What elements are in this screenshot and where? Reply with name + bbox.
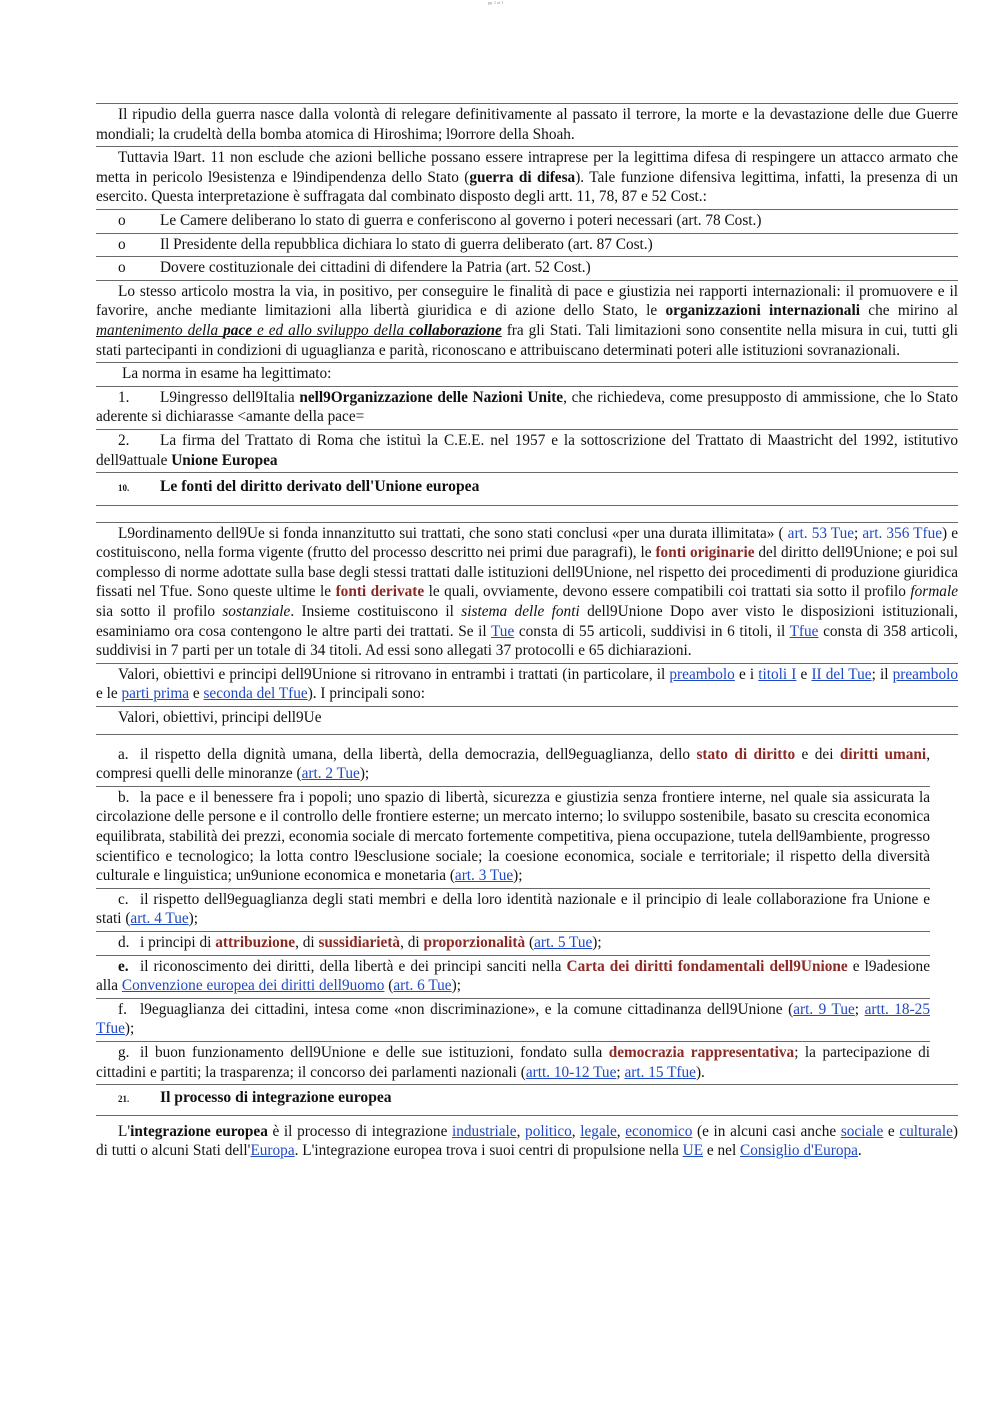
text-run: il rispetto della dignità umana, della libertà, della democrazia, dell9eguaglianza, dello <box>140 745 697 763</box>
text-run: i principi di <box>140 933 216 951</box>
text-run: ); <box>592 933 602 951</box>
link-preambolo-tue[interactable]: preambolo <box>669 665 735 683</box>
link-art-5-tue[interactable]: art. 5 Tue <box>534 933 593 951</box>
text-run: Tuttavia l9art. 11 non esclude che azioni belliche possano essere intraprese per la legittima difesa di respingere un attacco armato che metta in pericolo l9esistenza e l9indipendenza dello Stato ( <box>96 149 958 186</box>
list-item-g <box>96 1041 930 1084</box>
paragraph-valori <box>96 663 958 706</box>
text-run: del diritto dell9Unione; e poi sul complesso di norme adottate sulla base degli stessi trattati dalle istituzioni dell9Unione, nel rispetto dei procedimenti di produzione giuridica fissati nel Tfue. Sono queste ultime le <box>96 544 958 601</box>
term-stato-di-diritto: stato di diritto <box>696 745 796 763</box>
text-run: , compresi quelli delle minoranze ( <box>96 745 931 783</box>
term-carta-dei-diritti: Carta dei diritti fondamentali dell9Unione <box>566 957 848 975</box>
term-democrazia-rappresentativa: democrazia rappresentativa <box>608 1043 795 1061</box>
text-run: le quali, ovviamente, devono essere compatibili coi trattati sia sotto il profilo <box>424 583 911 601</box>
text-run: , di <box>400 933 424 951</box>
term-formale: formale <box>910 583 958 601</box>
list-item-e <box>96 955 930 998</box>
link-legale[interactable]: legale <box>580 1122 617 1140</box>
text-run: ; <box>854 524 863 542</box>
term-sussidiarieta: sussidiarietà <box>318 933 401 951</box>
text-run: ; il <box>871 665 893 683</box>
text-run: ). <box>695 1063 705 1081</box>
text-run: ( <box>384 977 394 995</box>
text-run: , <box>516 1122 526 1140</box>
text-run: . <box>857 1142 862 1160</box>
text-run: e ed allo sviluppo della <box>252 321 410 339</box>
text-run: , che richiedeva, come presupposto di ammissione, che lo Stato aderente si dichiarasse <amante della pace= <box>96 388 959 426</box>
text-run: e <box>189 685 204 703</box>
section-heading-21 <box>96 1084 958 1116</box>
bullet-item <box>96 209 958 233</box>
link-parti-prima[interactable]: parti prima <box>121 685 190 703</box>
text-run: sia sotto il profilo <box>96 603 223 621</box>
term-integrazione-europea: integrazione europea <box>130 1122 268 1140</box>
link-artt-18-25-tfue[interactable]: artt. 18-25 Tfue <box>96 1000 930 1038</box>
item-letter: a. <box>118 745 129 763</box>
link-artt-10-12-tue[interactable]: artt. 10-12 Tue <box>525 1063 617 1081</box>
text-run: e <box>883 1122 900 1140</box>
link-titoli-i[interactable]: titoli I <box>758 665 797 683</box>
link-industriale[interactable]: industriale <box>452 1122 517 1140</box>
text-run: consta di 55 articoli, suddivisi in 6 titoli, il <box>514 622 790 640</box>
text-run: e nel <box>703 1142 741 1160</box>
numbered-item-1 <box>96 386 958 429</box>
term-fonti-derivate: fonti derivate <box>335 583 425 601</box>
link-art-15-tfue[interactable]: art. 15 Tfue <box>624 1063 696 1081</box>
link-economico[interactable]: economico <box>625 1122 693 1140</box>
text-run: . Insieme costituiscono il <box>290 603 462 621</box>
text-run: consta di 358 articoli, suddivisi in 7 parti per un totale di 34 titoli. Ad essi sono allegati 37 protocolli e 65 dichiarazioni. <box>96 622 959 660</box>
item-letter: e. <box>118 957 129 975</box>
text-run: ); <box>513 867 523 885</box>
list-item-c <box>96 888 930 931</box>
text-run: ). Tale funzione difensiva legittima, infatti, la presenza di un esercito. Questa interpretazione è suffragata dal combinato disposto degli artt. 11, 78, 87 e 52 Cost.: <box>96 168 959 206</box>
heading-number: 10. <box>118 483 130 494</box>
text-run: e dei <box>795 745 840 763</box>
text-run: Valori, obiettivi e principi dell9Unione si ritrovano in entrambi i trattati (in particolare, il <box>118 665 670 683</box>
term-sostanziale: sostanziale <box>222 603 291 621</box>
text-run: che mirino al <box>859 302 959 320</box>
spacer <box>96 735 958 744</box>
heading-title: Il processo di integrazione europea <box>160 1089 392 1107</box>
bullet-text: Dovere costituzionale dei cittadini di difendere la Patria (art. 52 Cost.) <box>160 259 591 277</box>
term-diritti-umani: diritti umani <box>839 745 927 763</box>
text-run: l9eguaglianza dei cittadini, intesa come «non discriminazione», e la comune cittadinanza dell9Unione ( <box>140 1000 794 1018</box>
text-run: ); <box>451 977 461 995</box>
heading-number: 21. <box>118 1094 130 1105</box>
link-seconda-del-tfue[interactable]: seconda del Tfue <box>203 685 308 703</box>
item-letter: d. <box>118 933 130 951</box>
paragraph-ordinamento <box>96 522 958 663</box>
link-convenzione-europea[interactable]: Convenzione europea dei diritti dell9uomo <box>121 977 385 995</box>
link-sociale[interactable]: sociale <box>840 1122 884 1140</box>
text-run: La firma del Trattato di Roma che istituì la C.E.E. nel 1957 e la sottoscrizione del Trattato di Maastricht del 1992, istitutivo dell9attuale <box>96 431 958 469</box>
bullet-marker: o <box>118 211 126 229</box>
text-run: e l9adesione alla <box>96 957 930 995</box>
link-tue[interactable]: Tue <box>490 622 515 640</box>
text-run: (e in alcuni casi anche <box>692 1122 841 1140</box>
text-run: ; <box>854 1000 865 1018</box>
text-run: ); <box>359 765 370 783</box>
text-run: il rispetto dell9eguaglianza degli stati membri e della loro identità nazionale e il principio di leale collaborazione fra Unione e stati ( <box>96 890 930 928</box>
text-run: il buon funzionamento dell9Unione e delle sue istituzioni, fondato sulla <box>140 1043 609 1061</box>
link-art-4-tue[interactable]: art. 4 Tue <box>130 910 189 928</box>
text-run: L9ingresso dell9Italia <box>160 388 300 406</box>
bullet-item <box>96 233 958 257</box>
list-item-f <box>96 998 930 1041</box>
term-guerra-di-difesa: guerra di difesa <box>469 168 576 186</box>
heading-title: Le fonti del diritto derivato dell'Unione europea <box>160 478 480 496</box>
text-run: , di <box>295 933 319 951</box>
text-run: . L'integrazione europea trova i suoi centri di propulsione nella <box>294 1142 683 1160</box>
text-run: ; la partecipazione di cittadini e partiti; la trasparenza; il concorso dei parlamenti nazionali ( <box>96 1043 930 1081</box>
item-letter: f. <box>118 1000 127 1018</box>
link-art-2-tue[interactable]: art. 2 Tue <box>301 765 360 783</box>
term-attribuzione: attribuzione <box>215 933 296 951</box>
text-run: ; <box>616 1063 625 1081</box>
list-item-d <box>96 931 930 955</box>
term-pace: pace <box>223 321 253 339</box>
item-letter: c. <box>118 890 129 908</box>
link-ii-del-tue[interactable]: II del Tue <box>811 665 872 683</box>
item-number: 2. <box>118 431 130 449</box>
link-art-6-tue[interactable]: art. 6 Tue <box>393 977 452 995</box>
text-run: e le <box>96 685 122 703</box>
link-art-9-tue[interactable]: art. 9 Tue <box>793 1000 855 1018</box>
list-item-a <box>96 744 930 786</box>
text-run: e i <box>734 665 759 683</box>
page-header-mark: pp. 1 of 1 <box>488 0 504 5</box>
text-run: L9ordinamento dell9Ue si fonda innanzitutto sui trattati, che sono stati conclusi «per una durata illimitata» ( <box>118 524 788 542</box>
item-letter: b. <box>118 788 130 806</box>
link-consiglio-d-europa[interactable]: Consiglio d'Europa <box>740 1142 858 1160</box>
paragraph-ripudio: Il ripudio della guerra nasce dalla volontà di relegare definitivamente al passato il terrore, la morte e la devastazione delle due Guerre mondiali; la crudeltà della bomba atomica di Hiroshima; l9orrore della Shoah. <box>96 103 958 146</box>
link-politico[interactable]: politico <box>525 1122 572 1140</box>
bullet-text: Le Camere deliberano lo stato di guerra e conferiscono al governo i poteri necessari (art. 78 Cost.) <box>160 211 762 229</box>
text-run: e <box>796 665 812 683</box>
term-unione-europea: Unione Europea <box>171 451 278 469</box>
section-heading-10 <box>96 472 958 506</box>
text-run: è il processo di integrazione <box>267 1122 452 1140</box>
paragraph-norma: La norma in esame ha legittimato: <box>96 362 958 386</box>
text-run: dell9Unione Dopo aver visto le disposizioni istituzionali, esaminiamo ora cosa contengono le altre parti dei trattati. Se il <box>96 603 958 640</box>
bullet-marker: o <box>118 235 126 253</box>
bullet-marker: o <box>118 259 126 277</box>
text-run: mantenimento della <box>96 321 224 339</box>
text-run: ); <box>124 1020 135 1038</box>
link-art-356-tfue[interactable]: art. 356 Tfue <box>862 524 943 542</box>
term-proporzionalita: proporzionalità <box>423 933 526 951</box>
text-run: , <box>571 1122 581 1140</box>
term-onu: nell9Organizzazione delle Nazioni Unite <box>299 388 564 406</box>
link-art-3-tue[interactable]: art. 3 Tue <box>454 867 514 885</box>
link-ue[interactable]: UE <box>682 1142 704 1160</box>
link-culturale[interactable]: culturale <box>899 1122 953 1140</box>
link-europa[interactable]: Europa <box>250 1142 295 1160</box>
text-run: ( <box>525 933 535 951</box>
paragraph-stesso-articolo <box>96 280 958 362</box>
item-number: 1. <box>118 388 130 406</box>
text-run: la pace e il benessere fra i popoli; uno spazio di libertà, sicurezza e giustizia senza frontiere interne, nel quale sia assicurata la circolazione delle persone e il controllo delle frontiere esterne; un mercato interno; lo sviluppo sostenibile, basato su crescita economica equilibrata, stabilità dei prezzi, economia sociale di mercato fortemente competitiva, piena occupazione, tutela dell9ambiente, progresso scientifico e tecnologico; la lotta contro l9esclusione sociale; la coesione economica, sociale e territoriale; il rispetto della diversità culturale e linguistica; un9unione economica e monetaria ( <box>96 788 930 885</box>
document-page <box>96 103 958 1163</box>
text-run: il riconoscimento dei diritti, della libertà e dei principi sanciti nella <box>140 957 567 975</box>
text-run: fra gli Stati. Tali limitazioni sono consentite nella misura in cui, tutti gli stati partecipanti in condizioni di uguaglianza e parità, riconoscano e attribuiscano determinati poteri alle istituzioni sovranazionali. <box>96 321 958 359</box>
text-run: , <box>616 1122 626 1140</box>
paragraph-valori-heading: Valori, obiettivi, principi dell9Ue <box>96 706 958 735</box>
term-collaborazione: collaborazione <box>409 321 502 339</box>
item-letter: g. <box>118 1043 130 1061</box>
link-tfue[interactable]: Tfue <box>789 622 819 640</box>
spacer <box>96 506 958 522</box>
text-run: ) di tutti o alcuni Stati dell' <box>96 1122 958 1160</box>
text-run: ). I principali sono: <box>307 685 425 703</box>
term-sistema-delle-fonti: sistema delle fonti <box>461 603 580 621</box>
text-run: Lo stesso articolo mostra la via, in positivo, per conseguire le finalità di pace e giustizia nei rapporti internazionali: il promuovere e il favorire, anche mediante limitazioni alla libertà giuridica e di azione dello Stato, le <box>96 282 958 320</box>
term-organizzazioni: organizzazioni internazionali <box>665 302 860 320</box>
link-art-53-tue[interactable]: art. 53 Tue <box>787 524 855 542</box>
text-run: L' <box>118 1122 131 1140</box>
paragraph-integrazione <box>96 1116 958 1163</box>
numbered-item-2 <box>96 429 958 472</box>
text-run: ); <box>188 910 199 928</box>
bullet-item <box>96 256 958 280</box>
paragraph-tuttavia <box>96 146 958 209</box>
list-item-b <box>96 786 930 888</box>
term-fonti-originarie: fonti originarie <box>655 544 755 562</box>
bullet-text: Il Presidente della repubblica dichiara lo stato di guerra deliberato (art. 87 Cost.) <box>160 235 653 253</box>
text-run: ) e costituiscono, nella forma vigente (frutto del processo descritto nei primi due paragrafi), le <box>96 524 958 562</box>
link-preambolo-tfue[interactable]: preambolo <box>892 665 958 683</box>
